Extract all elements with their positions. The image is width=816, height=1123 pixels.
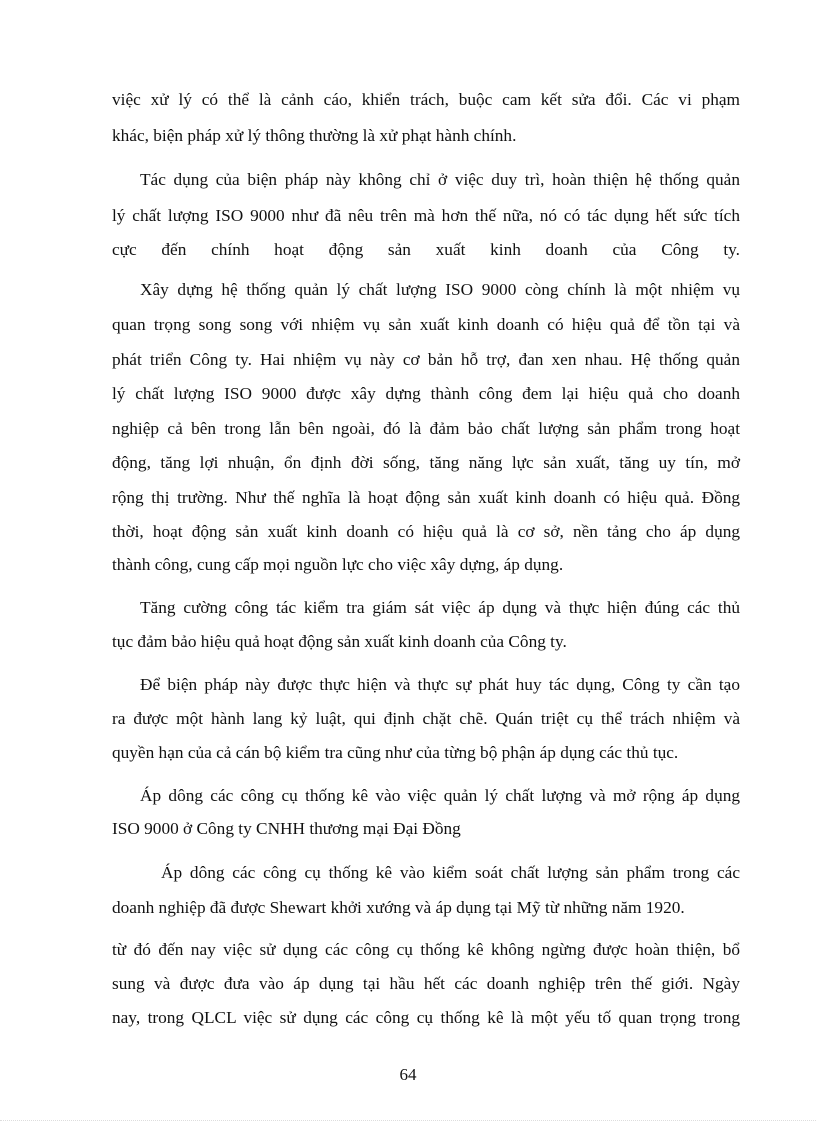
page-bottom-divider	[0, 1120, 816, 1121]
text-line: rộng thị trường. Như thế nghĩa là hoạt động sản xuất kinh doanh có hiệu quả. Đồng	[112, 488, 740, 507]
text-line: Tăng cường công tác kiểm tra giám sát việc áp dụng và thực hiện đúng các thủ	[140, 598, 740, 617]
text-line: ISO 9000 ở Công ty CNHH thương mại Đại Đồng	[112, 819, 461, 838]
text-line: phát triển Công ty. Hai nhiệm vụ này cơ bản hỗ trợ, đan xen nhau. Hệ thống quản	[112, 350, 740, 369]
text-line: ra được một hành lang kỷ luật, qui định chặt chẽ. Quán triệt cụ thể trách nhiệm và	[112, 709, 740, 728]
page-number: 64	[399, 1065, 417, 1084]
text-line: thành công, cung cấp mọi nguồn lực cho việc xây dựng, áp dụng.	[112, 555, 564, 574]
text-line: nay, trong QLCL việc sử dụng các công cụ thống kê là một yếu tố quan trọng trong	[112, 1008, 740, 1027]
text-line: lý chất lượng ISO 9000 như đã nêu trên mà hơn thế nữa, nó có tác dụng hết sức tích	[112, 206, 740, 225]
text-line: từ đó đến nay việc sử dụng các công cụ thống kê không ngừng được hoàn thiện, bổ	[112, 940, 740, 959]
text-line: tục đảm bảo hiệu quả hoạt động sản xuất kinh doanh của Công ty.	[112, 632, 567, 651]
text-line: khác, biện pháp xử lý thông thường là xử phạt hành chính.	[112, 126, 517, 145]
text-line: cực đến chính hoạt động sản xuất kinh doanh của Công ty.	[112, 240, 740, 259]
text-line: quan trọng song song với nhiệm vụ sản xuất kinh doanh có hiệu quả để tồn tại và	[112, 315, 740, 334]
text-line: nghiệp cả bên trong lẫn bên ngoài, đó là đảm bảo chất lượng sản phẩm trong hoạt	[112, 419, 740, 438]
text-line: quyền hạn của cả cán bộ kiểm tra cũng như của từng bộ phận áp dụng các thủ tục.	[112, 743, 679, 762]
text-line: Xây dựng hệ thống quản lý chất lượng ISO 9000 còng chính là một nhiệm vụ	[140, 280, 740, 299]
text-line: doanh nghiệp đã được Shewart khởi xướng và áp dụng tại Mỹ từ những năm 1920.	[112, 898, 685, 917]
text-line: lý chất lượng ISO 9000 được xây dựng thành công đem lại hiệu quả cho doanh	[112, 384, 740, 403]
text-line: thời, hoạt động sản xuất kinh doanh có hiệu quả là cơ sở, nền tảng cho áp dụng	[112, 522, 740, 541]
text-line: động, tăng lợi nhuận, ổn định đời sống, tăng năng lực sản xuất, tăng uy tín, mở	[112, 453, 740, 472]
text-line: Tác dụng của biện pháp này không chỉ ở việc duy trì, hoàn thiện hệ thống quản	[140, 170, 740, 189]
text-line: Áp dông các công cụ thống kê vào việc quản lý chất lượng và mở rộng áp dụng	[140, 786, 740, 805]
text-line: việc xử lý có thể là cảnh cáo, khiển trách, buộc cam kết sửa đổi. Các vi phạm	[112, 90, 740, 109]
text-line: Để biện pháp này được thực hiện và thực sự phát huy tác dụng, Công ty cần tạo	[140, 675, 740, 694]
text-line: sung và được đưa vào áp dụng tại hầu hết các doanh nghiệp trên thế giới. Ngày	[112, 974, 740, 993]
text-line: Áp dông các công cụ thống kê vào kiểm soát chất lượng sản phẩm trong các	[161, 863, 740, 882]
